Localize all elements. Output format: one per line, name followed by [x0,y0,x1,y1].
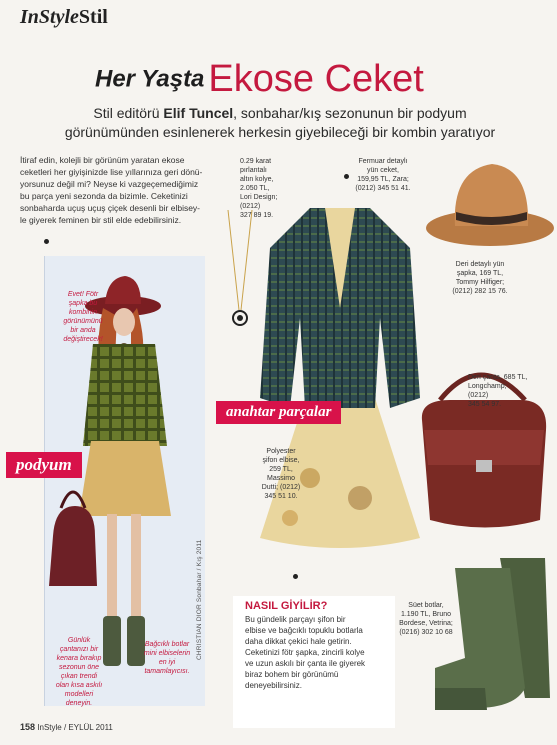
deck-text [20,104,540,142]
note-line: mini elbiselerin [143,650,191,657]
caption-line: Polyester [266,448,296,455]
dress-caption [258,447,304,501]
caption-line: Dutti; (0212) [261,484,301,491]
caption-line: (0212) 282 15 76. [452,288,508,295]
note-line: kenara bırakıp [56,655,102,662]
page-footer [20,722,113,732]
caption-line: 345 54 97. [468,401,502,408]
tip-line: daha dikkat çekici hale getirin. [245,637,352,646]
boots-caption [393,601,459,637]
intro-paragraph [20,154,220,226]
note-line: şapka bu [68,300,98,307]
caption-line: Deri çanta, 685 TL, [468,374,528,381]
intro-line: İtiraf edin, kolejli bir görünüm yaratan ekose [20,155,185,165]
caption-line: pırlantalı [240,167,267,174]
editor-name: Elif Tuncel [163,105,234,121]
note-line: modelleri [64,691,94,698]
page-number: 158 [20,722,36,732]
callout-dot [293,574,298,579]
jacket-dress-image [250,198,430,558]
caption-line: Massimo [266,475,295,482]
magazine-section-title [20,6,108,29]
caption-line: (0216) 302 10 68 [399,629,453,636]
intro-line: yorsunuz değil mi? Neyse ki vazgeçemediğimiz [20,179,199,189]
intro-line: bu parça yeni sezonda da bizimle. Ceketinizi [20,191,188,201]
note-line: Evet! Fötr [67,291,99,298]
bag-caption [468,373,544,409]
headline-part1: Her Yaşta [95,65,205,93]
intro-line: ceketleri her giyişinizde lise yıllarınıza geri dönü- [20,167,203,177]
tip-line: ve uzun askılı bir çanta ile giyerek [245,659,366,668]
caption-line: Fermuar detaylı [358,158,408,165]
photo-credit: CHRISTIAN DIOR Sonbahar / Kış 2011 [196,539,203,660]
tip-body [233,614,395,691]
runway-note-boots [138,640,196,676]
caption-line: Lori Design; [240,194,278,201]
caption-line: Bordese, Vetrina; [399,620,453,627]
note-line: Günlük [67,637,91,644]
headline-part2: Ekose Ceket [208,58,424,100]
note-line: çıkan trendi [60,673,98,680]
note-line: deneyin. [65,700,93,707]
caption-line: 2.050 TL, [240,185,270,192]
tip-line: deneyebilirsiniz. [245,681,302,690]
caption-line: şapka, 169 TL, [456,270,504,277]
note-line: sezonun öne [58,664,100,671]
brand-name: InStyle [20,6,79,28]
caption-line: (0212) [468,392,489,399]
note-line: tamamlayıcısı. [144,668,190,675]
caption-line: altın kolye, [240,176,274,183]
tip-line: biraz bohem bir görünümü [245,670,339,679]
note-line: bir anda [70,327,96,334]
deck-line2: görünümünden esinlenerek herkesin giyebileceği bir kombin yaratıyor [64,124,496,140]
caption-line: 259 TL, [269,466,293,473]
note-line: kombinin [68,309,97,316]
caption-line: (0212) 345 51 41. [355,185,411,192]
caption-line: yün ceket, [367,167,399,174]
caption-line: (0212) [240,203,261,210]
caption-line: 0.29 karat [240,158,272,165]
hat-caption [440,260,520,296]
callout-dot [44,239,49,244]
runway-note-hat [57,290,109,344]
section-name: Stil [78,6,108,28]
caption-line: 1.190 TL, Bruno [400,611,452,618]
intro-line: le giyerek feminen bir stil elde edebilirsiniz. [20,215,182,225]
tip-title: NASIL GİYİLİR? [245,600,328,612]
note-line: en iyi [158,659,176,666]
tip-line: elbise ve bağcıklı topuklu botlarla [245,626,363,635]
intro-line: sonbaharda uçuş uçuş çiçek desenli bir elbisey- [20,203,201,213]
note-line: değiştirecek! [63,336,103,343]
deck-prefix: Stil editörü [93,105,160,121]
key-pieces-label: anahtar parçalar [216,401,341,424]
caption-line: Tommy Hilfiger; [455,279,505,286]
note-line: Bağcıklı botlar [144,641,190,648]
note-line: görünümünü [63,318,103,325]
hat-image [420,150,557,260]
caption-line: 327 89 19. [240,212,274,219]
runway-label: podyum [6,452,82,478]
tip-line: Bu gündelik parçayı şifon bir [245,615,346,624]
note-line: çantanızı bir [59,646,99,653]
runway-note-bag [50,636,108,708]
caption-line: 345 51 10. [264,493,298,500]
how-to-wear-box [233,596,395,728]
caption-line: şifon elbise, [262,457,300,464]
caption-line: Süet botlar, [408,602,444,609]
note-line: olan kısa askılı [55,682,103,689]
caption-line: Deri detaylı yün [455,261,505,268]
footer-text: InStyle / EYLÜL 2011 [37,723,113,732]
jacket-caption [348,157,418,193]
tip-line: Ceketinizi fötr şapka, zincirli kolye [245,648,365,657]
page-title [95,58,515,101]
caption-line: Longchamp; [468,383,507,390]
caption-line: 159,95 TL, Zara; [357,176,409,183]
deck-suffix: , sonbahar/kış sezonunun bir podyum [233,105,467,121]
